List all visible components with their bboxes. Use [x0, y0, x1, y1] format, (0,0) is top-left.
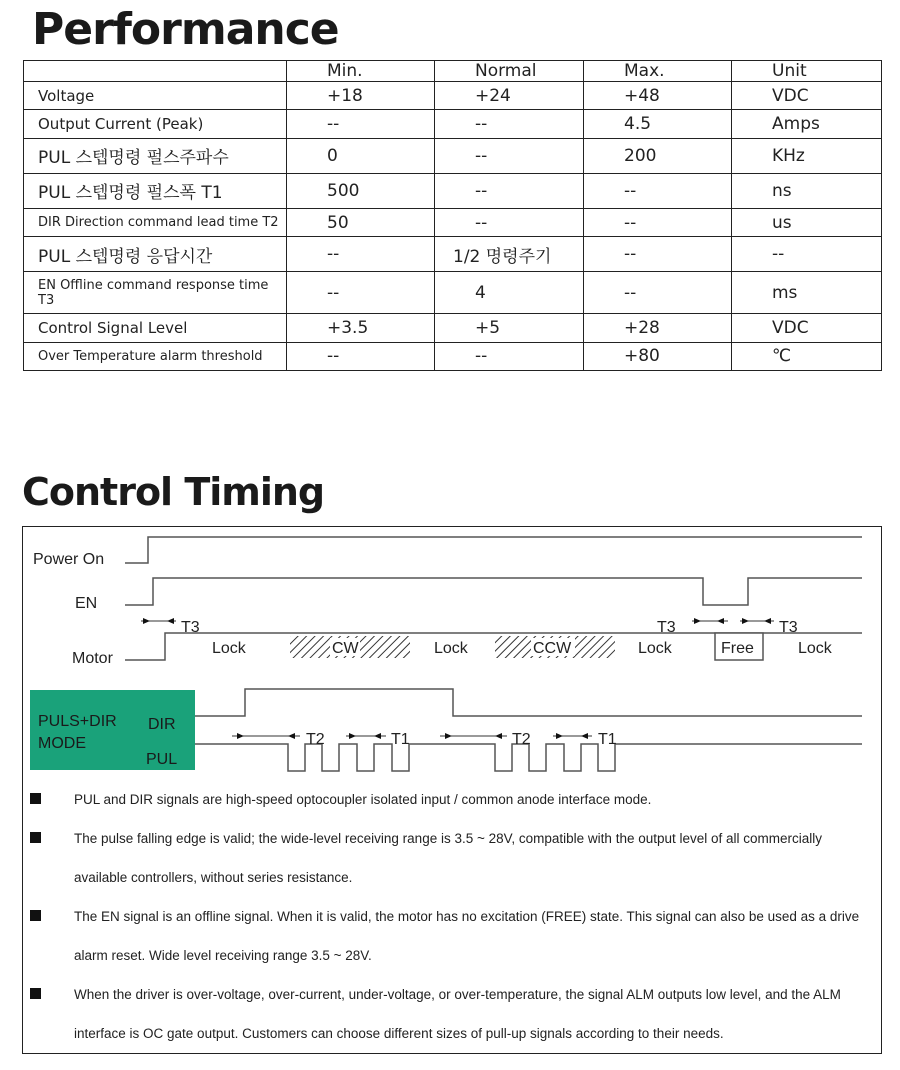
- unit-cell: ℃: [732, 342, 882, 370]
- normal-cell: +5: [435, 314, 584, 342]
- t3-label: T3: [657, 619, 676, 636]
- min-cell: 500: [287, 173, 435, 208]
- arrow-icon: [143, 618, 150, 624]
- arrow-icon: [717, 618, 724, 624]
- note-text: When the driver is over-voltage, over-current, under-voltage, or over-temperature, the signal ALM outputs low level, and the ALM interface is OC gate output. Customers can choose different sizes of pull-up signals according to their needs.: [74, 987, 841, 1041]
- max-cell: +80: [584, 342, 732, 370]
- arrow-icon: [581, 733, 588, 739]
- motor-label: Motor: [72, 650, 113, 667]
- state-lock: Lock: [798, 640, 832, 657]
- max-cell: --: [584, 173, 732, 208]
- header-unit: Unit: [732, 61, 882, 82]
- unit-cell: KHz: [732, 138, 882, 173]
- min-cell: --: [287, 272, 435, 314]
- performance-title: Performance: [32, 4, 339, 55]
- param-cell: Voltage: [24, 82, 287, 110]
- note-item: [30, 819, 870, 897]
- unit-cell: ms: [732, 272, 882, 314]
- en-waveform: [125, 578, 862, 605]
- normal-cell: --: [435, 173, 584, 208]
- param-cell: Control Signal Level: [24, 314, 287, 342]
- min-cell: 50: [287, 208, 435, 236]
- arrow-icon: [742, 618, 749, 624]
- min-cell: +3.5: [287, 314, 435, 342]
- t2-label: T2: [306, 731, 325, 748]
- max-cell: --: [584, 237, 732, 272]
- state-lock: Lock: [212, 640, 246, 657]
- arrow-icon: [288, 733, 295, 739]
- normal-cell: +24: [435, 82, 584, 110]
- header-min: Min.: [287, 61, 435, 82]
- header-max: Max.: [584, 61, 732, 82]
- unit-cell: VDC: [732, 314, 882, 342]
- normal-cell: --: [435, 208, 584, 236]
- normal-cell: --: [435, 342, 584, 370]
- state-lock: Lock: [434, 640, 468, 657]
- note-text: The EN signal is an offline signal. When it is valid, the motor has no excitation (FREE) state. This signal can also be used as a drive alarm reset. Wide level receiving range 3.5 ~ 28V.: [74, 909, 860, 963]
- bullet-square-icon: [30, 910, 41, 921]
- en-label: EN: [75, 595, 98, 612]
- state-free: Free: [721, 640, 754, 657]
- bullet-square-icon: [30, 988, 41, 999]
- mode-line2: MODE: [38, 735, 86, 752]
- max-cell: 4.5: [584, 110, 732, 138]
- param-cell: Over Temperature alarm threshold: [24, 342, 287, 370]
- bullet-square-icon: [30, 832, 41, 843]
- t1-label: T1: [598, 731, 617, 748]
- arrow-icon: [349, 733, 356, 739]
- t3-label: T3: [181, 619, 200, 636]
- unit-cell: --: [732, 237, 882, 272]
- min-cell: --: [287, 237, 435, 272]
- arrow-icon: [237, 733, 244, 739]
- control-timing-title: Control Timing: [22, 470, 325, 514]
- min-cell: 0: [287, 138, 435, 173]
- state-lock: Lock: [638, 640, 672, 657]
- normal-cell: 4: [435, 272, 584, 314]
- arrow-icon: [764, 618, 771, 624]
- normal-cell: --: [435, 138, 584, 173]
- arrow-icon: [694, 618, 701, 624]
- note-item: [30, 975, 870, 1053]
- t3-label: T3: [779, 619, 798, 636]
- notes-list: [30, 780, 870, 1053]
- t1-label: T1: [391, 731, 410, 748]
- max-cell: +28: [584, 314, 732, 342]
- max-cell: --: [584, 208, 732, 236]
- mode-line1: PULS+DIR: [38, 713, 117, 730]
- power-on-waveform: [125, 537, 862, 563]
- pul-label: PUL: [146, 751, 178, 768]
- param-cell: PUL 스텝명령 응답시간: [24, 237, 287, 272]
- state-cw: CW: [332, 640, 359, 657]
- min-cell: --: [287, 110, 435, 138]
- param-cell: PUL 스텝명령 펄스주파수: [24, 138, 287, 173]
- header-normal: Normal: [435, 61, 584, 82]
- unit-cell: Amps: [732, 110, 882, 138]
- unit-cell: VDC: [732, 82, 882, 110]
- arrow-icon: [374, 733, 381, 739]
- normal-cell: 1/2 명령주기: [435, 237, 584, 272]
- note-item: [30, 897, 870, 975]
- bullet-square-icon: [30, 793, 41, 804]
- unit-cell: ns: [732, 173, 882, 208]
- t2-label: T2: [512, 731, 531, 748]
- min-cell: --: [287, 342, 435, 370]
- arrow-icon: [495, 733, 502, 739]
- dir-waveform: [195, 689, 862, 716]
- dir-label: DIR: [148, 716, 176, 733]
- param-cell: Output Current (Peak): [24, 110, 287, 138]
- power-on-label: Power On: [33, 551, 105, 568]
- param-cell: EN Offline command response time T3: [24, 272, 287, 314]
- state-ccw: CCW: [533, 640, 572, 657]
- note-text: The pulse falling edge is valid; the wide-level receiving range is 3.5 ~ 28V, compatible with the output level of all commercially available controllers, without series resistance.: [74, 831, 823, 885]
- pul-waveform: [195, 744, 862, 771]
- normal-cell: --: [435, 110, 584, 138]
- note-item: [30, 780, 870, 819]
- min-cell: +18: [287, 82, 435, 110]
- arrow-icon: [556, 733, 563, 739]
- unit-cell: us: [732, 208, 882, 236]
- arrow-icon: [167, 618, 174, 624]
- param-cell: PUL 스텝명령 펄스폭 T1: [24, 173, 287, 208]
- max-cell: --: [584, 272, 732, 314]
- param-cell: DIR Direction command lead time T2: [24, 208, 287, 236]
- max-cell: +48: [584, 82, 732, 110]
- note-text: PUL and DIR signals are high-speed optocoupler isolated input / common anode interface mode.: [74, 792, 652, 807]
- arrow-icon: [445, 733, 452, 739]
- max-cell: 200: [584, 138, 732, 173]
